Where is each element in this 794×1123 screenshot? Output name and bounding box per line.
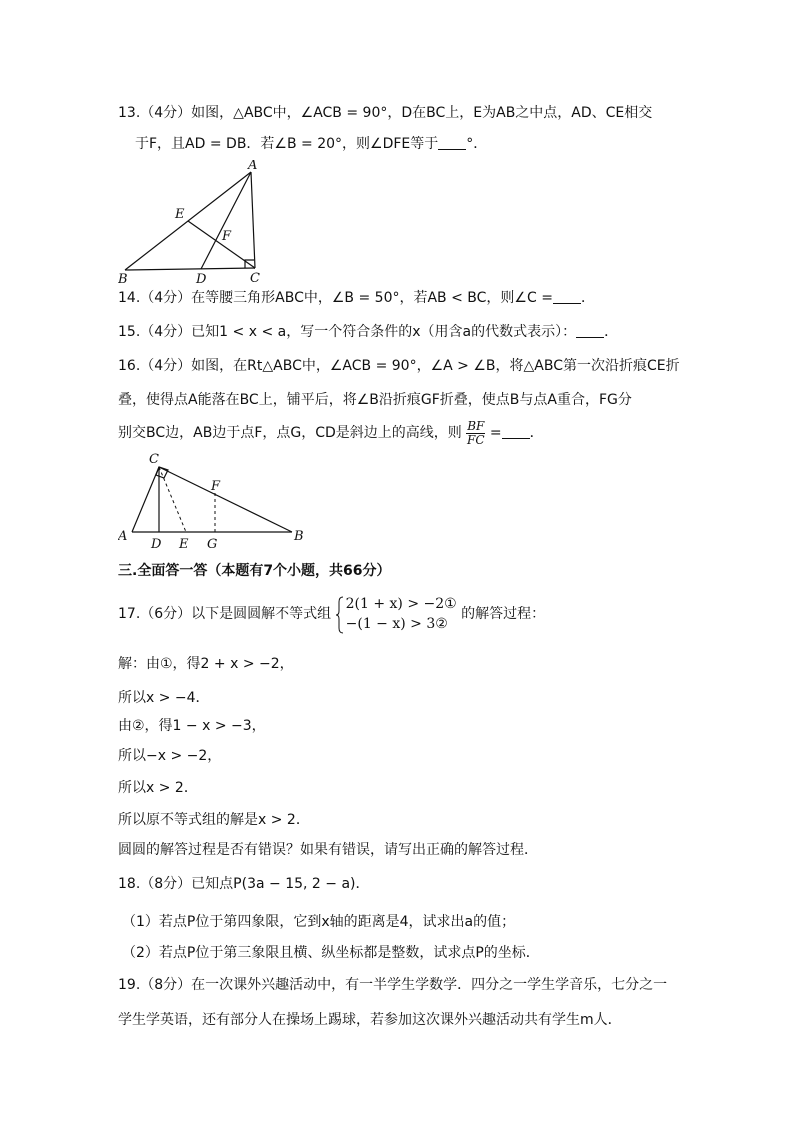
q17-step-5: 所以x > 2． bbox=[118, 780, 198, 796]
q16-end: ． bbox=[529, 425, 544, 441]
fig1-label-f: F bbox=[222, 229, 232, 244]
q15-text: 15.（4分）已知1 < x < a，写一个符合条件的x（用含a的代数式表示）： bbox=[118, 324, 577, 340]
fig1-label-d: D bbox=[196, 272, 207, 285]
q17-prefix: 17.（6分）以下是圆圆解不等式组 bbox=[118, 606, 332, 622]
fig2-label-c: C bbox=[149, 452, 159, 467]
q17-step-4: 所以−x > −2， bbox=[118, 748, 222, 764]
q16-answer-blank bbox=[502, 424, 530, 439]
q13-line2-text: 于F，且AD = DB．若∠B = 20°，则∠DFE等于 bbox=[135, 136, 439, 152]
q19-line2: 学生学英语，还有部分人在操场上踢球，若参加这次课外兴趣活动共有学生m人． bbox=[118, 1012, 622, 1028]
q16-fraction-denominator: FC bbox=[467, 432, 485, 447]
q16-line1: 16.（4分）如图，在Rt△ABC中，∠ACB = 90°，∠A > ∠B，将△ABC第一次沿折痕CE折 bbox=[118, 358, 680, 374]
q13-line1: 13.（4分）如图，△ABC中，∠ACB = 90°，D在BC上，E为AB之中点，AD、CE相交 bbox=[118, 105, 653, 121]
q17-inequality-1: 2(1 + x) > −2① bbox=[345, 596, 457, 612]
q17-step-3: 由②，得1 − x > −3， bbox=[118, 718, 266, 734]
q17-step-6: 所以原不等式组的解是x > 2． bbox=[118, 812, 310, 828]
fig1-label-e: E bbox=[175, 207, 185, 222]
q16-line3 bbox=[118, 419, 544, 447]
q17-step-1: 解：由①，得2 + x > −2， bbox=[118, 656, 294, 672]
q15 bbox=[118, 322, 618, 342]
q17-inequality-2: −(1 − x) > 3② bbox=[345, 616, 448, 632]
q16-fraction-numerator: BF bbox=[467, 418, 485, 433]
fig2-label-e: E bbox=[179, 537, 189, 552]
q17-inequality-system bbox=[336, 594, 457, 634]
q15-answer-blank bbox=[576, 323, 604, 338]
fig1-label-a: A bbox=[248, 160, 258, 173]
q13-line2-end: °． bbox=[466, 136, 488, 152]
fig2-label-f: F bbox=[211, 479, 221, 494]
fig1-side-bc bbox=[125, 268, 255, 270]
q15-end: ． bbox=[604, 324, 619, 340]
q14 bbox=[118, 288, 595, 308]
section-3-heading: 三.全面答一答（本题有7个小题，共66分） bbox=[118, 563, 391, 579]
fig2-label-a: A bbox=[118, 529, 128, 544]
q13-line2 bbox=[135, 134, 487, 154]
fig1-side-ac bbox=[251, 172, 255, 268]
q16-line3-text: 别交BC边，AB边于点F，点G，CD是斜边上的高线，则 bbox=[118, 425, 462, 441]
q17-stem bbox=[118, 592, 545, 636]
fig2-label-b: B bbox=[294, 529, 304, 544]
q14-answer-blank bbox=[553, 289, 581, 304]
q19-line1: 19.（8分）在一次课外兴趣活动中，有一半学生学数学．四分之一学生学音乐，七分之一 bbox=[118, 977, 668, 993]
q13-answer-blank bbox=[438, 135, 466, 150]
fig2-label-d: D bbox=[151, 537, 162, 552]
q17-step-2: 所以x > −4． bbox=[118, 690, 210, 706]
fig2-side-ac bbox=[132, 467, 159, 532]
q17-step-7: 圆圆的解答过程是否有错误？如果有错误，请写出正确的解答过程． bbox=[118, 842, 538, 858]
q18-stem: 18.（8分）已知点P(3a − 15, 2 − a)． bbox=[118, 876, 370, 892]
figure-triangle-abc bbox=[118, 160, 268, 285]
q17-brace bbox=[336, 596, 344, 634]
q16-equals: = bbox=[489, 425, 502, 441]
q14-text: 14.（4分）在等腰三角形ABC中，∠B = 50°，若AB < BC，则∠C = bbox=[118, 290, 553, 306]
q14-end: ． bbox=[580, 290, 595, 306]
fig1-segment-ad bbox=[201, 172, 251, 269]
fig1-label-b: B bbox=[118, 272, 128, 285]
q16-fraction bbox=[466, 420, 485, 447]
q18-part-1: （1）若点P位于第四象限，它到x轴的距离是4，试求出a的值； bbox=[122, 914, 516, 930]
q17-suffix: 的解答过程： bbox=[461, 606, 546, 622]
q18-part-2: （2）若点P位于第三象限且横、纵坐标都是整数，试求点P的坐标． bbox=[122, 945, 540, 961]
fig2-fold-ce bbox=[159, 467, 186, 532]
fig1-label-c: C bbox=[250, 271, 260, 285]
fig2-side-bc bbox=[159, 467, 292, 532]
fig2-label-g: G bbox=[207, 537, 218, 552]
figure-right-triangle-fold bbox=[118, 450, 318, 555]
q16-line2: 叠，使得点A能落在BC上，铺平后，将∠B沿折痕GF折叠，使点B与点A重合，FG分 bbox=[118, 392, 632, 408]
